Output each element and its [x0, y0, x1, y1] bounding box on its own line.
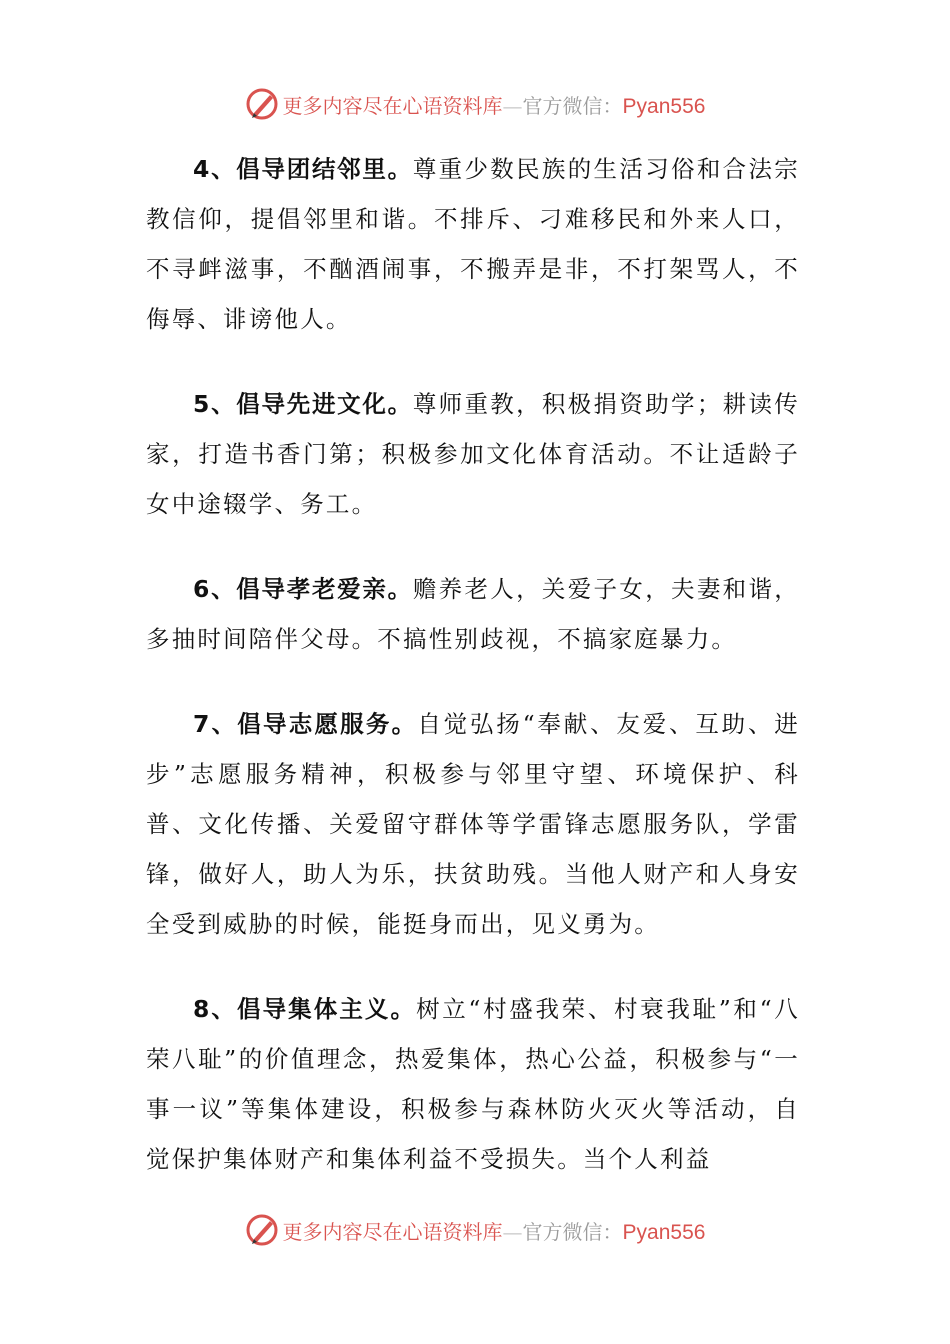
paragraph-heading: 8、倡导集体主义。 — [193, 995, 417, 1023]
paragraph-4 — [146, 144, 800, 344]
paragraph-text: 尊师重教，积极捐资助学；耕读传家，打造书香门第；积极参加文化体育活动。不让适龄子女中途辍学、务工。 — [146, 390, 800, 518]
footer-watermark — [0, 1210, 950, 1250]
paragraph-8 — [146, 984, 800, 1184]
watermark-sub: 官方微信： — [522, 93, 623, 118]
pen-logo-icon — [245, 1213, 279, 1247]
paragraph-heading: 6、倡导孝老爱亲。 — [193, 575, 413, 603]
watermark-id: Pyan556 — [622, 94, 706, 118]
paragraph-text: 赡养老人，关爱子女，夫妻和谐，多抽时间陪伴父母。不搞性别歧视，不搞家庭暴力。 — [146, 575, 800, 653]
paragraph-5 — [146, 379, 800, 529]
paragraph-heading: 7、倡导志愿服务。 — [193, 710, 418, 738]
watermark-text — [283, 1216, 706, 1245]
watermark-sub: 官方微信： — [522, 1219, 623, 1244]
paragraph-7 — [146, 699, 800, 949]
document-body — [146, 144, 800, 1219]
paragraph-text: 树立“村盛我荣、村衰我耻”和“八荣八耻”的价值理念，热爱集体，热心公益，积极参与“一事一议”等集体建设，积极参与森林防火灭火等活动，自觉保护集体财产和集体利益不受损失。当个人利益 — [146, 995, 800, 1173]
paragraph-text: 尊重少数民族的生活习俗和合法宗教信仰，提倡邻里和谐。不排斥、刁难移民和外来人口，不寻衅滋事，不酗酒闹事，不搬弄是非，不打架骂人，不侮辱、诽谤他人。 — [146, 155, 800, 333]
paragraph-heading: 4、倡导团结邻里。 — [193, 155, 413, 183]
watermark-main: 更多内容尽在心语资料库 — [282, 93, 503, 118]
paragraph-heading: 5、倡导先进文化。 — [193, 390, 413, 418]
watermark-text — [283, 90, 706, 119]
watermark-id: Pyan556 — [622, 1220, 706, 1244]
pen-logo-icon — [245, 87, 279, 121]
watermark-main: 更多内容尽在心语资料库 — [282, 1219, 503, 1244]
header-watermark — [0, 84, 950, 124]
watermark-dash: — — [502, 1219, 523, 1244]
paragraph-6 — [146, 564, 800, 664]
paragraph-text: 自觉弘扬“奉献、友爱、互助、进步”志愿服务精神，积极参与邻里守望、环境保护、科普、文化传播、关爱留守群体等学雷锋志愿服务队，学雷锋，做好人，助人为乐，扶贫助残。当他人财产和人身安全受到威胁的时候，能挺身而出，见义勇为。 — [146, 710, 800, 938]
watermark-dash: — — [502, 93, 523, 118]
